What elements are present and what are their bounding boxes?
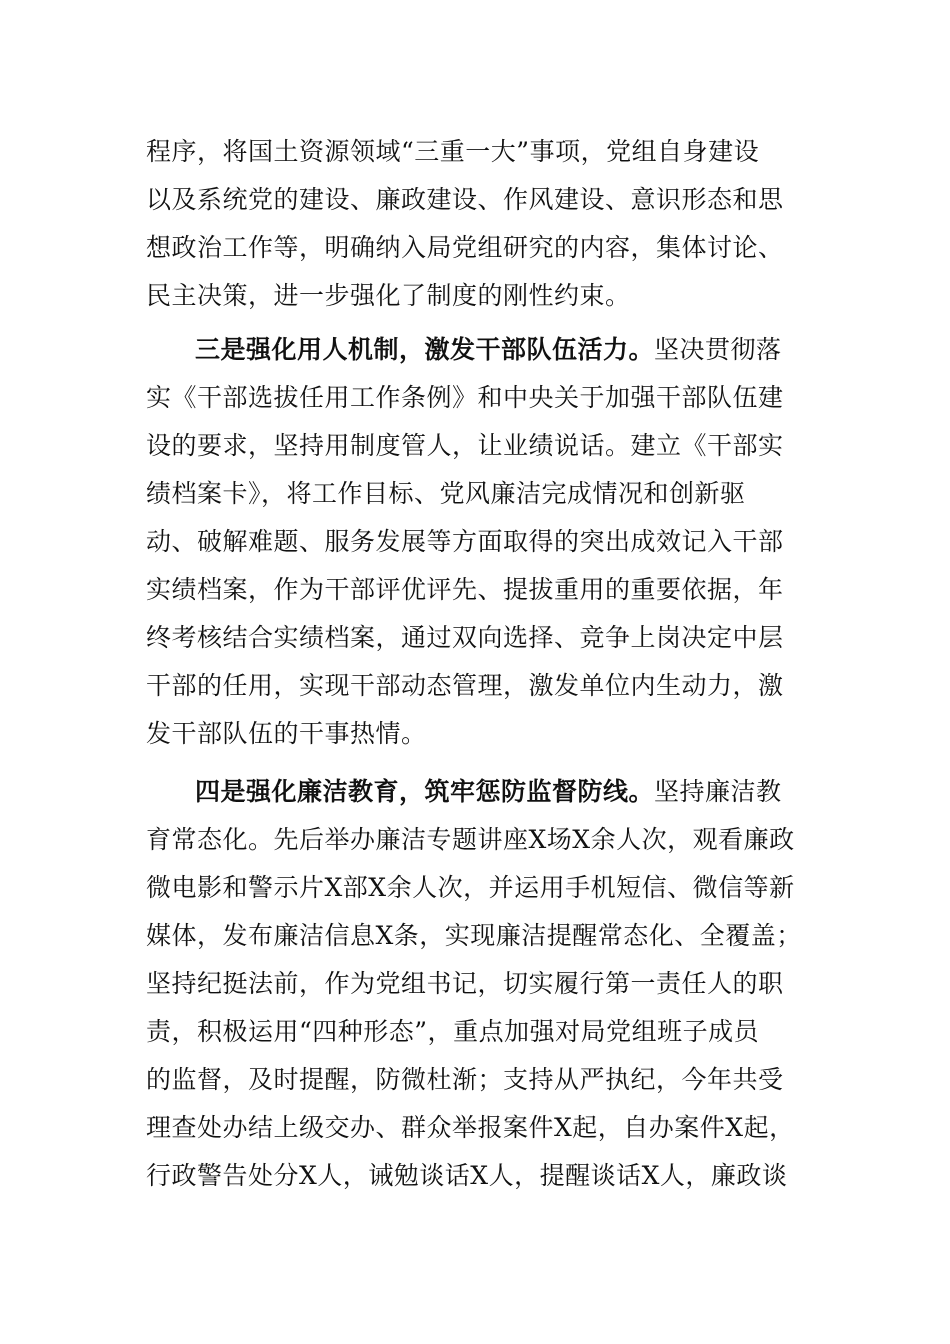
text-line: 实《干部选拔任用工作条例》和中央关于加强干部队伍建 [146,383,784,412]
text-line: 育常态化。先后举办廉洁专题讲座X场X余人次，观看廉政 [146,825,795,854]
text-line: 理查处办结上级交办、群众举报案件X起，自办案件X起， [146,1113,795,1142]
text-line: 设的要求，坚持用制度管人，让业绩说话。建立《干部实 [146,431,784,460]
text-line: 媒体，发布廉洁信息X条，实现廉洁提醒常态化、全覆盖； [146,921,802,950]
text-line: 发干部队伍的干事热情。 [146,719,427,748]
text-line: 坚持纪挺法前，作为党组书记，切实履行第一责任人的职 [146,969,784,998]
section-three-heading: 三是强化用人机制，激发干部队伍活力。 [195,335,655,364]
section-three-line [195,333,810,367]
text-line: 行政警告处分X人，诫勉谈话X人，提醒谈话X人，廉政谈 [146,1161,788,1190]
text-line: 动、破解难题、服务发展等方面取得的突出成效记入干部 [146,527,784,556]
text-line: 以及系统党的建设、廉政建设、作风建设、意识形态和思 [146,185,784,214]
text-line: 责，积极运用“四种形态”，重点加强对局党组班子成员 [146,1017,760,1046]
text-line: 微电影和警示片X部X余人次，并运用手机短信、微信等新 [146,873,795,902]
section-four-text-start: 坚持廉洁教 [654,777,782,806]
text-line: 想政治工作等，明确纳入局党组研究的内容，集体讨论、 [146,233,784,262]
text-line: 实绩档案，作为干部评优评先、提拔重用的重要依据，年 [146,575,784,604]
section-four-heading: 四是强化廉洁教育，筑牢惩防监督防线。 [195,777,655,806]
section-three-text-start: 坚决贯彻落 [654,335,782,364]
text-line: 绩档案卡》，将工作目标、党风廉洁完成情况和创新驱 [146,479,746,508]
text-line: 终考核结合实绩档案，通过双向选择、竞争上岗决定中层 [146,623,784,652]
section-four-line [195,775,810,809]
text-line: 民主决策，进一步强化了制度的刚性约束。 [146,281,631,310]
text-line: 干部的任用，实现干部动态管理，激发单位内生动力，激 [146,671,784,700]
text-line: 程序，将国土资源领域“三重一大”事项，党组自身建设 [146,137,760,166]
text-line: 的监督，及时提醒，防微杜渐；支持从严执纪，今年共受 [146,1065,784,1094]
